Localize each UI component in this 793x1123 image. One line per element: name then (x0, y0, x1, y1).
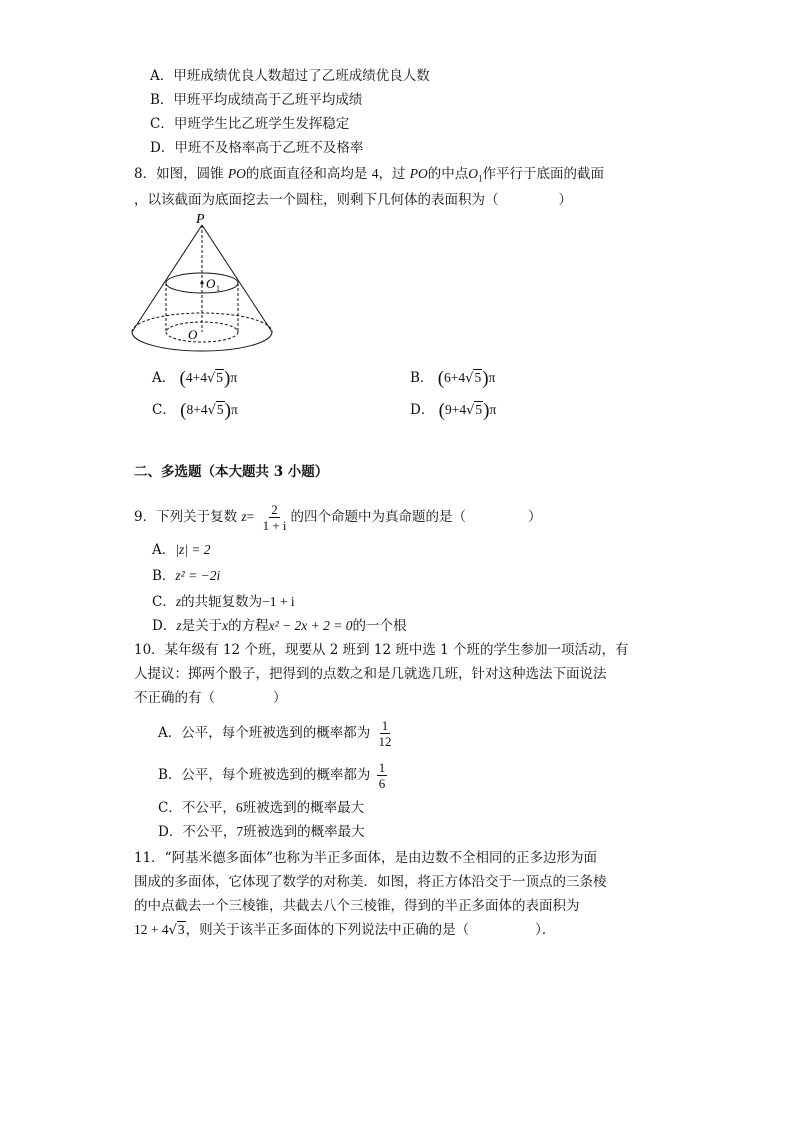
q9-option-a: A．|z| = 2 (152, 542, 211, 558)
q10-option-c: C．不公平，6班被选到的概率最大 (158, 800, 365, 816)
q8-stem-line1: 8．如图，圆锥 PO的底面直径和高均是 4，过 PO的中点$O_1$作平行于底面的截面 (134, 166, 604, 184)
q7-option-a: A．甲班成绩优良人数超过了乙班成绩优良人数 (150, 68, 430, 84)
q7-option-c: C．甲班学生比乙班学生发挥稳定 (150, 116, 350, 132)
label-p: P (196, 212, 205, 227)
q8-option-d: D． (9+4√5)π (410, 400, 497, 421)
q11-line2: 围成的多面体，它体现了数学的对称美．如图，将正方体沿交于一顶点的三条棱 (134, 874, 607, 890)
q10-option-a: A．公平，每个班被选到的概率都为 $\frac{1}{12}$ (158, 718, 392, 749)
q8-stem-line2: ，以该截面为底面挖去一个圆柱，则剩下几何体的表面积为（ ） (134, 192, 572, 208)
label-o: O (188, 327, 198, 342)
q8-option-b: B． (6+4√5)π (410, 368, 496, 389)
q11-line4: 12 + 4√3，则关于该半正多面体的下列说法中正确的是（ ）． (134, 922, 556, 938)
q8-option-a: A． (4+4√5)π (152, 368, 238, 389)
q10-option-b: B．公平，每个班被选到的概率都为 $\frac{1}{6}$ (158, 760, 386, 791)
q11-line1: 11．“阿基米德多面体”也称为半正多面体，是由边数不全相同的正多边形为面 (134, 850, 597, 866)
q9-option-c: C．z的共轭复数为−1 + i (152, 594, 295, 610)
q8-option-c: C． (8+4√5)π (152, 400, 238, 421)
q9-option-b: B．z² = −2i (152, 568, 221, 584)
q7-option-b: B．甲班平均成绩高于乙班平均成绩 (150, 92, 363, 108)
label-o1-sub: 1 (216, 284, 220, 293)
section-2-heading: 二、多选题（本大题共 3 小题） (134, 464, 329, 480)
q9-fraction: $\frac{2}{1 + i}$ (262, 502, 287, 533)
q10-line2: 人提议：掷两个骰子，把得到的点数之和是几就选几班，针对这种选法下面说法 (134, 666, 607, 682)
q7-option-d: D．甲班不及格率高于乙班不及格率 (150, 140, 364, 156)
q10-line3: 不正确的有（ ） (134, 690, 287, 706)
q11-line3: 的中点截去一个三棱锥，共截去八个三棱锥，得到的半正多面体的表面积为 (134, 898, 580, 914)
point-o1 (200, 281, 203, 284)
cone-base-front (132, 332, 272, 351)
q9-option-d: D．z是关于x的方程x² − 2x + 2 = 0的一个根 (152, 618, 407, 634)
q10-line1: 10．某年级有 12 个班，现要从 2 班到 12 班中选 1 个班的学生参加一项活动，有 (134, 642, 629, 658)
label-o1: O (206, 276, 216, 291)
q9-stem: 9．下列关于复数 z= $\frac{2}{1 + i}$ 的四个命题中为真命题的是（ ） (134, 502, 542, 533)
q10-option-d: D．不公平，7班被选到的概率最大 (158, 824, 365, 840)
cone-figure (126, 212, 286, 358)
